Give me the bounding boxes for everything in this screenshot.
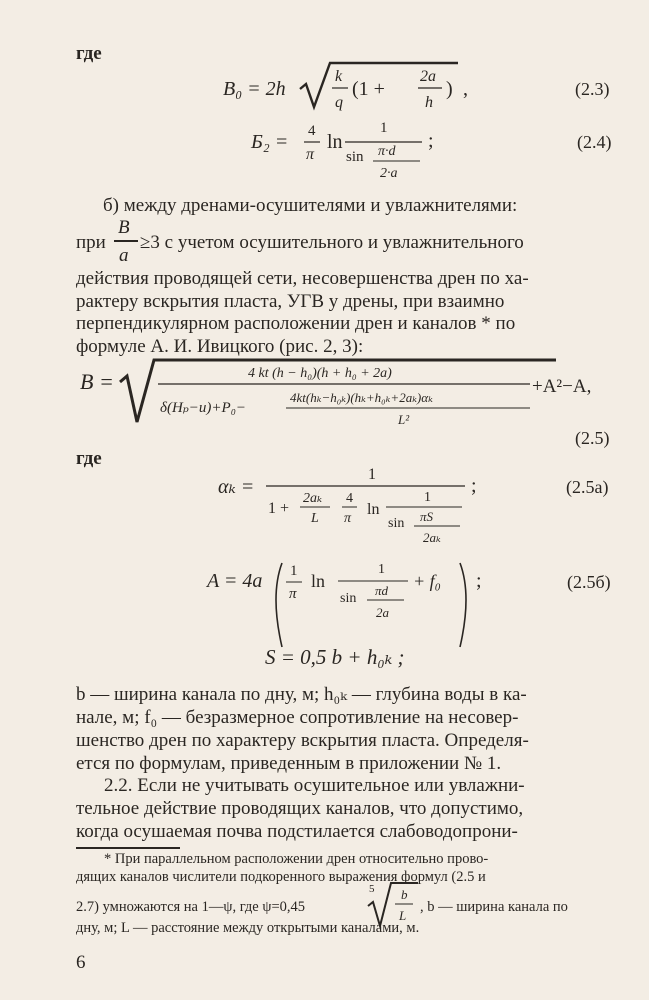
eq24-pi: π <box>306 146 315 163</box>
eq24-end: ; <box>428 130 434 152</box>
eq23-q: q <box>335 94 343 111</box>
eq24-number: (2.4) <box>577 132 612 152</box>
eq25a-pi: π <box>344 511 352 526</box>
eq25b-s-den: 2a <box>376 605 389 620</box>
eq25a-one-b: 1 <box>424 490 431 505</box>
eq23-end: , <box>463 78 468 100</box>
equation-2-5a <box>0 455 649 555</box>
eq25b-paren-right <box>460 563 466 647</box>
eq23-num: 2a <box>420 68 436 85</box>
para-b-line1: б) между дренами-осушителями и увлажнителями: <box>103 195 518 216</box>
eq25a-one: 1 <box>368 466 376 483</box>
eq25b-paren-left <box>276 563 282 647</box>
eq25-inner-den: L² <box>398 412 410 427</box>
eq25-tail: +A²−A, <box>532 376 592 397</box>
eq25a-four: 4 <box>346 491 353 506</box>
para-b-line2-post: ≥3 с учетом осушительного и увлажнительного <box>140 232 524 253</box>
eq23-paren-close: ) <box>446 78 453 100</box>
eq25a-number: (2.5a) <box>566 477 609 497</box>
eq25-den-pre: δ(Hₚ−u)+P₀− <box>160 400 247 416</box>
eq25a-ln: ln <box>367 501 380 518</box>
equation-2-4 <box>0 115 649 195</box>
defs-line1: b — ширина канала по дну, м; h₀ₖ — глубина воды в ка- <box>76 684 527 705</box>
eq25b-one-b: 1 <box>378 562 385 577</box>
eq24-one: 1 <box>380 120 388 136</box>
eq25a-s-num: πS <box>420 509 434 524</box>
eq23-lhs: B₀ = 2h <box>223 78 286 100</box>
eq25b-end: ; <box>476 570 482 592</box>
eq25b-f0: + f₀ <box>413 571 441 591</box>
eq25b-one: 1 <box>290 563 298 579</box>
eq25a-sin: sin <box>388 516 405 531</box>
para-b-line4: рактеру вскрытия пласта, УГВ у дрены, при взаимно <box>76 291 505 312</box>
para-b-line6: формуле А. И. Ивицкого (рис. 2, 3): <box>76 336 364 357</box>
footnote-line1: * При параллельном расположении дрен относительно прово- <box>104 851 489 867</box>
equation-2-5b <box>0 555 649 655</box>
eq25a-lhs: αₖ = <box>218 476 255 498</box>
eq25-number: (2.5) <box>575 428 610 448</box>
eq24-four: 4 <box>308 123 316 139</box>
eq25a-f-den: L <box>311 511 319 526</box>
equation-2-5 <box>0 352 649 452</box>
eq25a-end: ; <box>471 475 477 497</box>
eq24-inner-den: 2·a <box>380 166 398 181</box>
eq23-number: (2.3) <box>575 79 610 99</box>
footnote-rule <box>76 847 180 849</box>
eq24-sin: sin <box>346 149 364 165</box>
eq24-inner-num: π·d <box>378 144 396 159</box>
defs-line4: ется по формулам, приведенным в приложении № 1. <box>76 753 502 774</box>
footnote-line2: дящих каналов числители подкоренного выражения формул (2.5 и <box>76 869 486 885</box>
eq25-numerator: 4 kt (h − h₀)(h + h₀ + 2a) <box>248 366 392 381</box>
eq25b-s-num: πd <box>375 583 389 598</box>
footnote-root-num: b <box>401 887 408 902</box>
footnote-line3-pre: 2.7) умножаются на 1—ψ, где ψ=0,45 <box>76 899 305 915</box>
para-b-line2-pre: при <box>76 232 106 253</box>
eq23-paren-open: (1 + <box>352 78 385 100</box>
eq25b-number: (2.5б) <box>567 572 611 592</box>
para-b-frac-num: B <box>118 217 130 238</box>
para-b-frac-bar <box>114 240 138 242</box>
where-label-2: где <box>76 448 102 469</box>
eq23-k: k <box>335 68 343 85</box>
footnote-line4: дну, м; L — расстояние между открытыми каналами, м. <box>76 920 420 936</box>
defs-line3: шенство дрен по характеру вскрытия пласта. Определя- <box>76 730 529 751</box>
eq25-inner-num: 4kt(hₖ−h₀ₖ)(hₖ+h₀ₖ+2aₖ)αₖ <box>290 390 433 405</box>
page-number: 6 <box>76 952 86 973</box>
footnote-root-den: L <box>399 908 407 923</box>
para-b-frac-den: a <box>119 245 129 266</box>
eq23-den: h <box>425 94 433 111</box>
eq25a-s-den: 2aₖ <box>423 530 441 545</box>
para-b-line5: перпендикулярном расположении дрен и каналов * по <box>76 313 516 334</box>
para-22-line3: когда осушаемая почва подстилается слабоводопрони- <box>76 821 518 842</box>
equation-s: S = 0,5 b + h₀ₖ ; <box>265 645 405 669</box>
para-22-line2: тельное действие проводящих каналов, что допустимо, <box>76 798 524 819</box>
eq25a-den-pre: 1 + <box>268 500 290 517</box>
footnote-root-index: 5 <box>369 883 375 895</box>
para-b-line3: действия проводящей сети, несовершенства дрен по ха- <box>76 268 529 289</box>
eq25b-lhs: A = 4a <box>207 570 263 592</box>
eq24-lhs: Б₂ = <box>251 131 289 153</box>
eq25-lhs: B = <box>80 369 114 394</box>
eq25b-sin: sin <box>340 591 357 606</box>
defs-line2: нале, м; f₀ — безразмерное сопротивление на несовер- <box>76 707 519 728</box>
eq24-ln: ln <box>327 131 343 153</box>
eq25a-f-num: 2aₖ <box>303 491 323 506</box>
eq25b-ln: ln <box>311 571 326 591</box>
eq25b-pi: π <box>289 586 297 602</box>
footnote-line3-post: , b — ширина канала по <box>420 899 568 915</box>
where-label-1: где <box>76 43 102 64</box>
para-22-line1: 2.2. Если не учитывать осушительное или увлажни- <box>104 775 525 796</box>
